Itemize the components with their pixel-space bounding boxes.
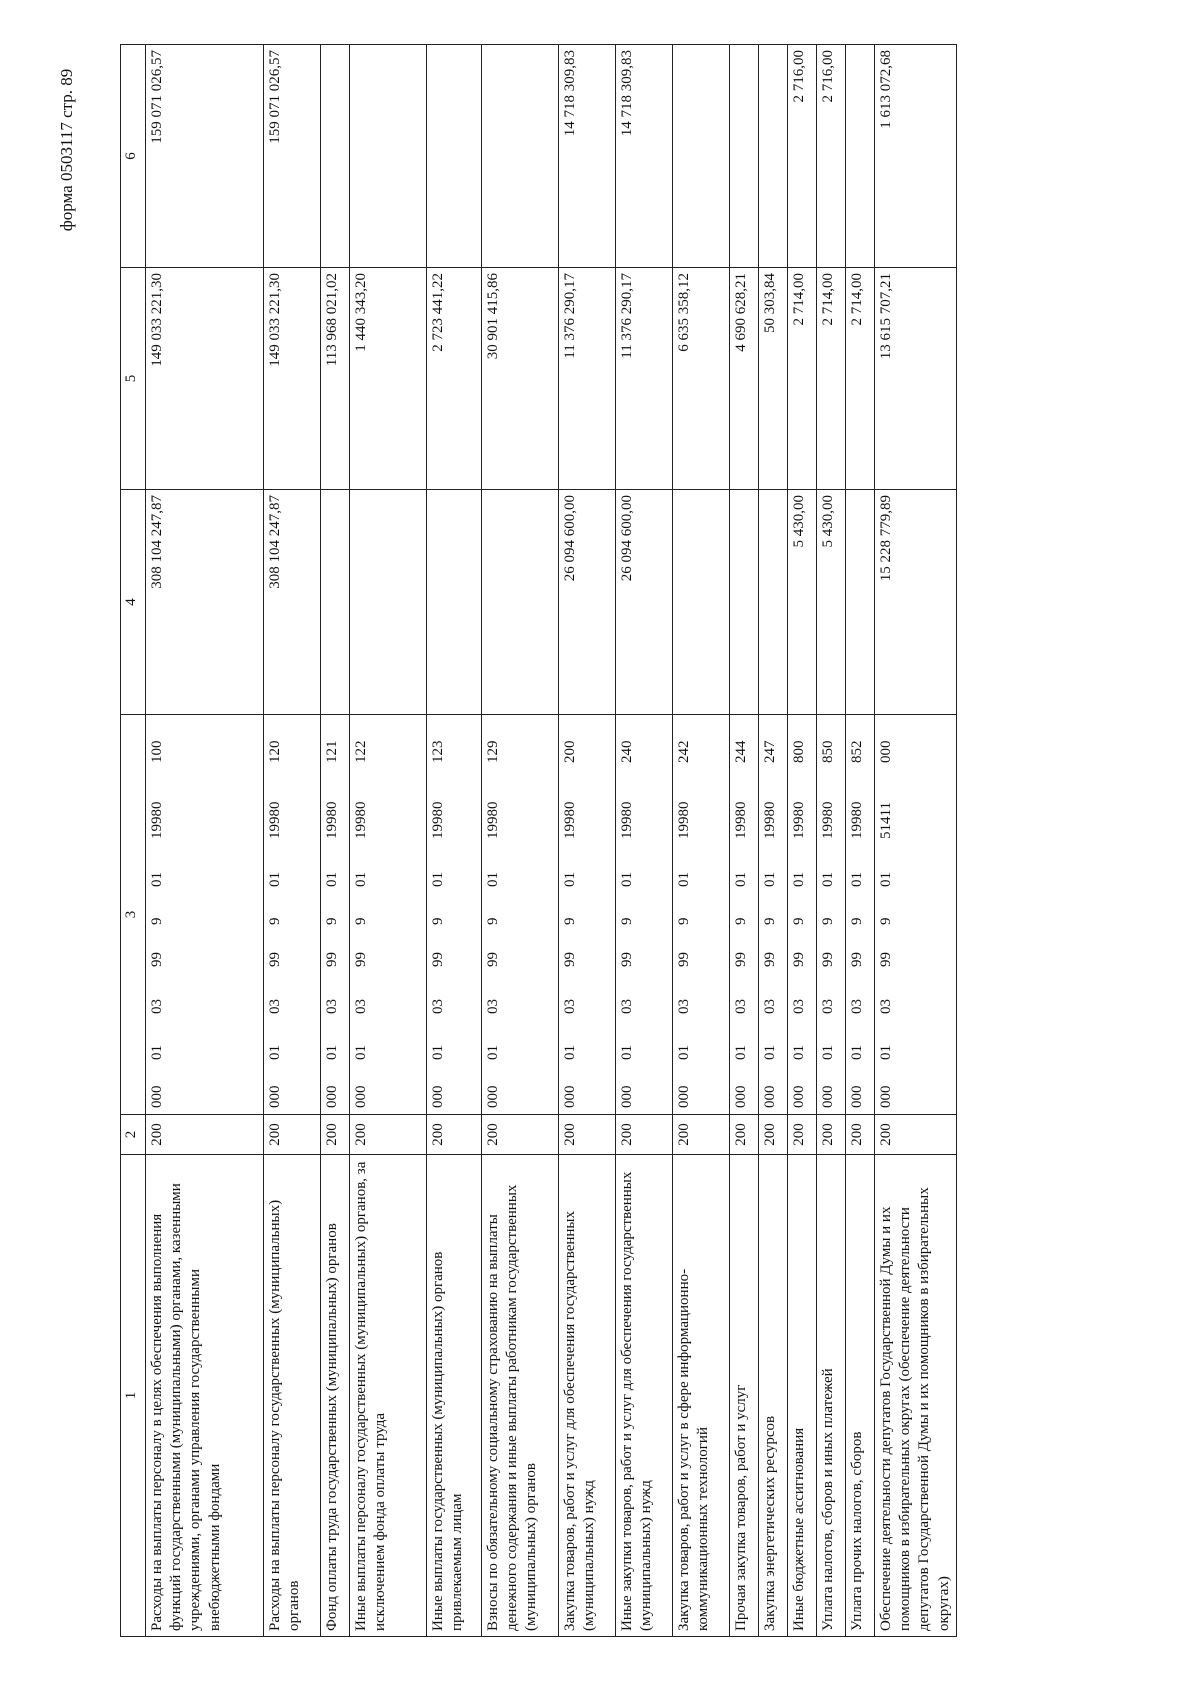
row-unexecuted-cell: 14 718 309,83 [616, 45, 673, 268]
budget-code-part: 01 [562, 1045, 578, 1060]
row-unexecuted-cell [846, 45, 875, 268]
budget-code-part: 9 [820, 917, 836, 925]
column-header: 4 [121, 490, 146, 715]
row-executed-cell: 113 968 021,02 [321, 268, 350, 490]
budget-code-part: 800 [791, 740, 807, 763]
budget-code-part: 03 [733, 999, 749, 1014]
budget-code-part: 99 [267, 952, 283, 967]
row-executed-cell: 13 615 707,21 [875, 268, 957, 490]
budget-code-part: 000 [733, 1085, 749, 1108]
budget-code-part: 9 [676, 917, 692, 925]
row-executed-cell: 2 714,00 [846, 268, 875, 490]
budget-code-part: 99 [791, 952, 807, 967]
row-budget-code-cell [673, 715, 730, 1115]
row-name-cell: Расходы на выплаты персоналу государственных (муниципальных) органов [264, 1155, 321, 1637]
row-approved-cell: 26 094 600,00 [616, 490, 673, 715]
row-executed-cell: 11 376 290,17 [616, 268, 673, 490]
row-line-code-cell: 200 [875, 1115, 957, 1155]
budget-code-part: 9 [324, 917, 340, 925]
budget-code-part: 120 [267, 740, 283, 763]
row-line-code-cell: 200 [264, 1115, 321, 1155]
row-name-cell: Расходы на выплаты персоналу в целях обеспечения выполнения функций государственными (муниципальными) органами, казенными учреждениями, органами управления государственными внебюджетными фондами [146, 1155, 264, 1637]
row-executed-cell: 1 440 343,20 [350, 268, 427, 490]
budget-code-part: 000 [878, 740, 894, 763]
budget-code-part: 01 [324, 1045, 340, 1060]
budget-code-part: 200 [562, 740, 578, 763]
budget-code-part: 99 [849, 952, 865, 967]
table-row [730, 45, 759, 1637]
budget-code-part: 01 [791, 1045, 807, 1060]
row-budget-code-cell [846, 715, 875, 1115]
budget-code-part: 01 [324, 872, 340, 887]
row-executed-cell: 149 033 221,30 [264, 268, 321, 490]
row-line-code-cell: 200 [427, 1115, 482, 1155]
budget-code [819, 715, 838, 1114]
column-header: 1 [121, 1155, 146, 1637]
row-line-code-cell: 200 [759, 1115, 788, 1155]
budget-code-part: 03 [676, 999, 692, 1014]
row-name-cell: Взносы по обязательному социальному страхованию на выплаты денежного содержания и иные выплаты работникам государственных (муниципальных) органов [482, 1155, 559, 1637]
budget-code-part: 19980 [324, 801, 340, 839]
table-row [146, 45, 264, 1637]
budget-code-part: 19980 [820, 801, 836, 839]
budget-code [266, 715, 285, 1114]
budget-code-part: 000 [485, 1085, 501, 1108]
row-budget-code-cell [321, 715, 350, 1115]
budget-code [848, 715, 867, 1114]
budget-code-part: 01 [353, 1045, 369, 1060]
column-header: 3 [121, 715, 146, 1115]
budget-code-part: 99 [562, 952, 578, 967]
budget-code-part: 19980 [485, 801, 501, 839]
row-approved-cell: 5 430,00 [817, 490, 846, 715]
budget-code-part: 19980 [562, 801, 578, 839]
budget-code-part: 01 [267, 1045, 283, 1060]
budget-code [877, 715, 896, 1114]
budget-code-part: 9 [849, 917, 865, 925]
row-line-code-cell: 200 [616, 1115, 673, 1155]
budget-code-part: 000 [324, 1085, 340, 1108]
row-executed-cell: 50 303,84 [759, 268, 788, 490]
budget-code-part: 03 [619, 999, 635, 1014]
budget-code-part: 99 [485, 952, 501, 967]
budget-code-part: 19980 [733, 801, 749, 839]
budget-code-part: 9 [562, 917, 578, 925]
budget-code-part: 01 [353, 872, 369, 887]
budget-code-part: 03 [324, 999, 340, 1014]
budget-code-part: 01 [149, 872, 165, 887]
budget-code-part: 000 [878, 1085, 894, 1108]
row-approved-cell [759, 490, 788, 715]
row-approved-cell: 308 104 247,87 [264, 490, 321, 715]
row-name-cell: Закупка товаров, работ и услуг в сфере информационно-коммуникационных технологий [673, 1155, 730, 1637]
row-line-code-cell: 200 [321, 1115, 350, 1155]
budget-code-part: 01 [267, 872, 283, 887]
row-approved-cell [427, 490, 482, 715]
budget-code [323, 715, 342, 1114]
budget-code-part: 99 [430, 952, 446, 967]
budget-code-part: 01 [430, 872, 446, 887]
budget-code [484, 715, 503, 1114]
row-executed-cell: 2 723 441,22 [427, 268, 482, 490]
budget-code-part: 99 [324, 952, 340, 967]
budget-table [120, 44, 957, 1637]
row-executed-cell: 6 635 358,12 [673, 268, 730, 490]
budget-code-part: 9 [430, 917, 446, 925]
row-unexecuted-cell [673, 45, 730, 268]
row-executed-cell: 2 714,00 [788, 268, 817, 490]
row-name-cell: Иные выплаты государственных (муниципальных) органов привлекаемым лицам [427, 1155, 482, 1637]
row-budget-code-cell [875, 715, 957, 1115]
budget-code-part: 03 [267, 999, 283, 1014]
budget-code-part: 100 [149, 740, 165, 763]
budget-table-page [120, 45, 988, 1637]
budget-code-part: 19980 [791, 801, 807, 839]
budget-code-part: 19980 [676, 801, 692, 839]
row-approved-cell [730, 490, 759, 715]
budget-code-part: 9 [791, 917, 807, 925]
budget-code-part: 01 [849, 872, 865, 887]
row-approved-cell [350, 490, 427, 715]
row-budget-code-cell [482, 715, 559, 1115]
budget-code-part: 03 [820, 999, 836, 1014]
table-row [759, 45, 788, 1637]
budget-code-part: 240 [619, 740, 635, 763]
budget-code-part: 01 [849, 1045, 865, 1060]
row-line-code-cell: 200 [817, 1115, 846, 1155]
budget-code-part: 03 [878, 999, 894, 1014]
row-unexecuted-cell: 2 716,00 [788, 45, 817, 268]
column-header: 6 [121, 45, 146, 268]
budget-code-part: 000 [149, 1085, 165, 1108]
budget-code-part: 9 [353, 917, 369, 925]
row-unexecuted-cell [759, 45, 788, 268]
row-executed-cell: 30 901 415,86 [482, 268, 559, 490]
row-unexecuted-cell: 2 716,00 [817, 45, 846, 268]
budget-code-part: 01 [733, 1045, 749, 1060]
row-approved-cell [482, 490, 559, 715]
column-header: 5 [121, 268, 146, 490]
row-line-code-cell: 200 [559, 1115, 616, 1155]
budget-code-part: 122 [353, 740, 369, 763]
table-row [559, 45, 616, 1637]
row-unexecuted-cell [321, 45, 350, 268]
budget-code-part: 121 [324, 740, 340, 763]
budget-code-part: 01 [878, 872, 894, 887]
budget-code-part: 19980 [267, 801, 283, 839]
row-budget-code-cell [616, 715, 673, 1115]
row-name-cell: Закупка энергетических ресурсов [759, 1155, 788, 1637]
budget-code-part: 01 [619, 1045, 635, 1060]
budget-code-part: 9 [267, 917, 283, 925]
row-budget-code-cell [559, 715, 616, 1115]
row-line-code-cell: 200 [482, 1115, 559, 1155]
row-budget-code-cell [350, 715, 427, 1115]
budget-code-part: 19980 [849, 801, 865, 839]
row-approved-cell [673, 490, 730, 715]
budget-code-part: 01 [485, 872, 501, 887]
table-row [846, 45, 875, 1637]
budget-code-part: 01 [762, 872, 778, 887]
budget-code-part: 9 [485, 917, 501, 925]
row-name-cell: Уплата прочих налогов, сборов [846, 1155, 875, 1637]
budget-code-part: 03 [353, 999, 369, 1014]
budget-code-part: 9 [619, 917, 635, 925]
budget-code-part: 99 [353, 952, 369, 967]
budget-code-part: 03 [791, 999, 807, 1014]
column-header-row [121, 45, 146, 1637]
row-unexecuted-cell: 159 071 026,57 [146, 45, 264, 268]
budget-code-part: 000 [353, 1085, 369, 1108]
budget-code-part: 03 [149, 999, 165, 1014]
form-label: форма 0503117 стр. 89 [57, 68, 76, 232]
budget-code-part: 01 [762, 1045, 778, 1060]
budget-code [429, 715, 448, 1114]
form-label-wrapper [52, 40, 82, 260]
row-approved-cell [321, 490, 350, 715]
row-executed-cell: 2 714,00 [817, 268, 846, 490]
budget-code-part: 244 [733, 740, 749, 763]
budget-code-part: 99 [676, 952, 692, 967]
budget-code-part: 000 [791, 1085, 807, 1108]
table-row [264, 45, 321, 1637]
budget-code-part: 000 [562, 1085, 578, 1108]
row-unexecuted-cell [482, 45, 559, 268]
budget-code-part: 000 [619, 1085, 635, 1108]
budget-code-part: 9 [762, 917, 778, 925]
column-header: 2 [121, 1115, 146, 1155]
row-budget-code-cell [759, 715, 788, 1115]
budget-code-part: 03 [762, 999, 778, 1014]
table-row [875, 45, 957, 1637]
budget-code-part: 01 [485, 1045, 501, 1060]
budget-code-part: 19980 [353, 801, 369, 839]
row-unexecuted-cell [730, 45, 759, 268]
row-unexecuted-cell: 159 071 026,57 [264, 45, 321, 268]
row-name-cell: Иные выплаты персоналу государственных (муниципальных) органов, за исключением фонда оплаты труда [350, 1155, 427, 1637]
budget-code-part: 850 [820, 740, 836, 763]
row-name-cell: Обеспечение деятельности депутатов Государственной Думы и их помощников в избирательных округах (обеспечение деятельности депутатов Государственной Думы и их помощников в избирательных округах) [875, 1155, 957, 1637]
row-budget-code-cell [817, 715, 846, 1115]
table-row [673, 45, 730, 1637]
row-approved-cell: 5 430,00 [788, 490, 817, 715]
row-approved-cell: 26 094 600,00 [559, 490, 616, 715]
row-line-code-cell: 200 [673, 1115, 730, 1155]
row-unexecuted-cell: 1 613 072,68 [875, 45, 957, 268]
row-line-code-cell: 200 [846, 1115, 875, 1155]
row-budget-code-cell [146, 715, 264, 1115]
row-name-cell: Иные закупки товаров, работ и услуг для обеспечения государственных (муниципальных) нужд [616, 1155, 673, 1637]
budget-code-part: 01 [733, 872, 749, 887]
row-budget-code-cell [264, 715, 321, 1115]
row-approved-cell: 308 104 247,87 [146, 490, 264, 715]
budget-code-part: 852 [849, 740, 865, 763]
budget-code-part: 01 [820, 872, 836, 887]
budget-code-part: 01 [676, 1045, 692, 1060]
row-line-code-cell: 200 [146, 1115, 264, 1155]
budget-code-part: 99 [762, 952, 778, 967]
row-line-code-cell: 200 [350, 1115, 427, 1155]
budget-code-part: 000 [849, 1085, 865, 1108]
budget-code-part: 000 [267, 1085, 283, 1108]
budget-code-part: 19980 [762, 801, 778, 839]
budget-code-part: 01 [619, 872, 635, 887]
table-row [427, 45, 482, 1637]
budget-code-part: 01 [820, 1045, 836, 1060]
budget-code-part: 000 [430, 1085, 446, 1108]
budget-code-part: 01 [430, 1045, 446, 1060]
budget-code-part: 03 [430, 999, 446, 1014]
budget-code-part: 03 [849, 999, 865, 1014]
budget-code [732, 715, 751, 1114]
row-executed-cell: 4 690 628,21 [730, 268, 759, 490]
budget-code-part: 123 [430, 740, 446, 763]
table-row [321, 45, 350, 1637]
row-name-cell: Иные бюджетные ассигнования [788, 1155, 817, 1637]
budget-code-part: 99 [820, 952, 836, 967]
row-budget-code-cell [788, 715, 817, 1115]
budget-code-part: 01 [149, 1045, 165, 1060]
budget-code [561, 715, 580, 1114]
row-name-cell: Уплата налогов, сборов и иных платежей [817, 1155, 846, 1637]
budget-code [761, 715, 780, 1114]
budget-code-part: 19980 [619, 801, 635, 839]
row-budget-code-cell [730, 715, 759, 1115]
table-row [788, 45, 817, 1637]
budget-code-part: 247 [762, 740, 778, 763]
budget-code-part: 03 [485, 999, 501, 1014]
budget-code-part: 19980 [430, 801, 446, 839]
budget-code [148, 715, 167, 1114]
budget-code-part: 99 [878, 952, 894, 967]
row-name-cell: Прочая закупка товаров, работ и услуг [730, 1155, 759, 1637]
budget-code-part: 19980 [149, 801, 165, 839]
budget-code-part: 9 [733, 917, 749, 925]
budget-code-part: 9 [149, 917, 165, 925]
budget-code-part: 99 [149, 952, 165, 967]
budget-code [675, 715, 694, 1114]
table-row [817, 45, 846, 1637]
row-approved-cell [846, 490, 875, 715]
row-line-code-cell: 200 [730, 1115, 759, 1155]
row-name-cell: Фонд оплаты труда государственных (муниципальных) органов [321, 1155, 350, 1637]
budget-code-part: 99 [619, 952, 635, 967]
row-line-code-cell: 200 [788, 1115, 817, 1155]
budget-code-part: 000 [820, 1085, 836, 1108]
budget-code-part: 01 [562, 872, 578, 887]
budget-code-part: 01 [676, 872, 692, 887]
row-approved-cell: 15 228 779,89 [875, 490, 957, 715]
budget-code-part: 99 [733, 952, 749, 967]
budget-code-part: 51411 [878, 802, 894, 839]
budget-code-part: 129 [485, 740, 501, 763]
budget-code [618, 715, 637, 1114]
table-row [482, 45, 559, 1637]
budget-code-part: 242 [676, 740, 692, 763]
row-budget-code-cell [427, 715, 482, 1115]
table-row [350, 45, 427, 1637]
row-executed-cell: 11 376 290,17 [559, 268, 616, 490]
budget-code-part: 01 [791, 872, 807, 887]
row-unexecuted-cell: 14 718 309,83 [559, 45, 616, 268]
budget-code-part: 000 [762, 1085, 778, 1108]
row-unexecuted-cell [427, 45, 482, 268]
budget-code-part: 000 [676, 1085, 692, 1108]
budget-code [790, 715, 809, 1114]
row-name-cell: Закупка товаров, работ и услуг для обеспечения государственных (муниципальных) нужд [559, 1155, 616, 1637]
row-executed-cell: 149 033 221,30 [146, 268, 264, 490]
budget-code [352, 715, 371, 1114]
budget-code-part: 01 [878, 1045, 894, 1060]
row-unexecuted-cell [350, 45, 427, 268]
table-row [616, 45, 673, 1637]
budget-code-part: 03 [562, 999, 578, 1014]
budget-code-part: 9 [878, 917, 894, 925]
